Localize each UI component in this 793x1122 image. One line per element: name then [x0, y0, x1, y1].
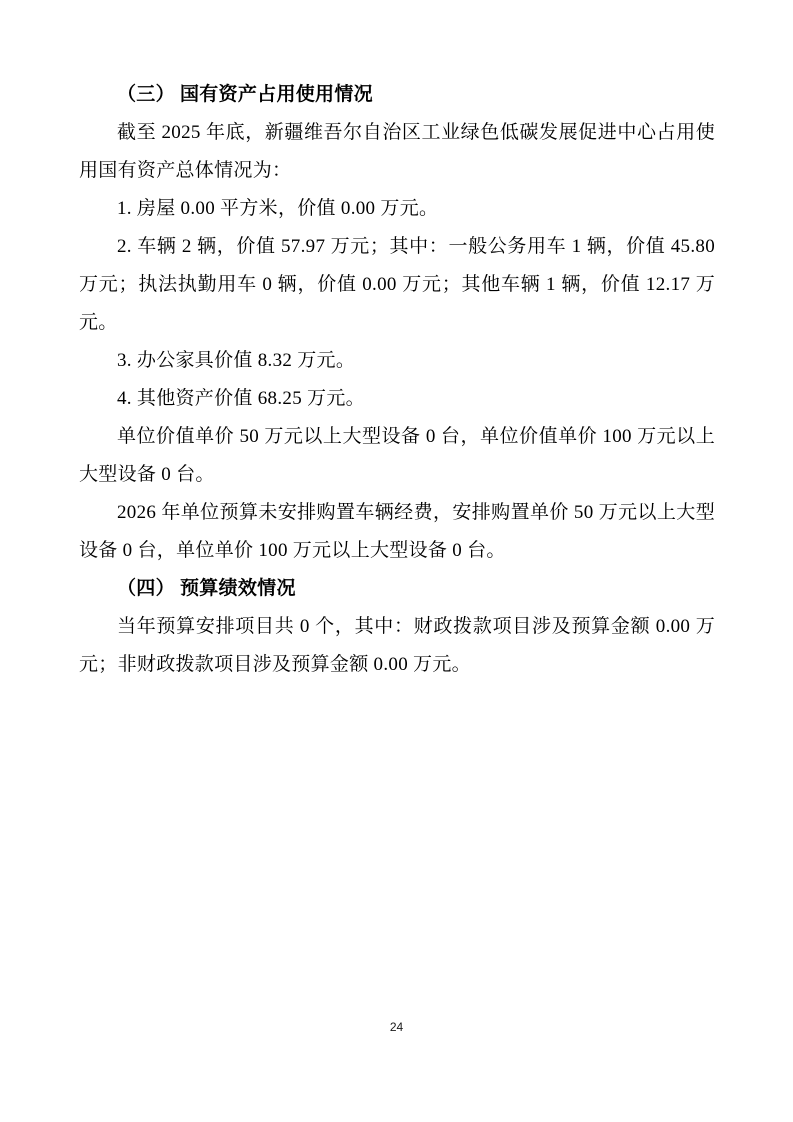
paragraph-item-housing: 1. 房屋 0.00 平方米，价值 0.00 万元。 — [117, 198, 439, 219]
document-content — [79, 76, 715, 684]
paragraph-item-other-assets: 4. 其他资产价值 68.25 万元。 — [117, 388, 365, 409]
paragraph-assets-overview: 截至 2025 年底，新疆维吾尔自治区工业绿色低碳发展促进中心占用使用国有资产总体情况为： — [79, 122, 715, 181]
paragraph-large-equipment: 单位价值单价 50 万元以上大型设备 0 台，单位价值单价 100 万元以上大型设备 0 台。 — [79, 426, 715, 485]
paragraph-2026-budget-purchase: 2026 年单位预算未安排购置车辆经费，安排购置单价 50 万元以上大型设备 0 台，单位单价 100 万元以上大型设备 0 台。 — [79, 502, 715, 561]
page-number: 24 — [389, 1020, 404, 1034]
paragraph-item-furniture: 3. 办公家具价值 8.32 万元。 — [117, 350, 356, 371]
section-heading-budget-performance: （四） 预算绩效情况 — [117, 578, 296, 599]
paragraph-budget-performance: 当年预算安排项目共 0 个，其中：财政拨款项目涉及预算金额 0.00 万元；非财政拨款项目涉及预算金额 0.00 万元。 — [79, 616, 715, 675]
paragraph-item-vehicles: 2. 车辆 2 辆，价值 57.97 万元；其中：一般公务用车 1 辆，价值 45.80 万元；执法执勤用车 0 辆，价值 0.00 万元；其他车辆 1 辆，价值 12.17 万元。 — [79, 236, 715, 333]
section-heading-state-assets: （三） 国有资产占用使用情况 — [117, 84, 373, 105]
